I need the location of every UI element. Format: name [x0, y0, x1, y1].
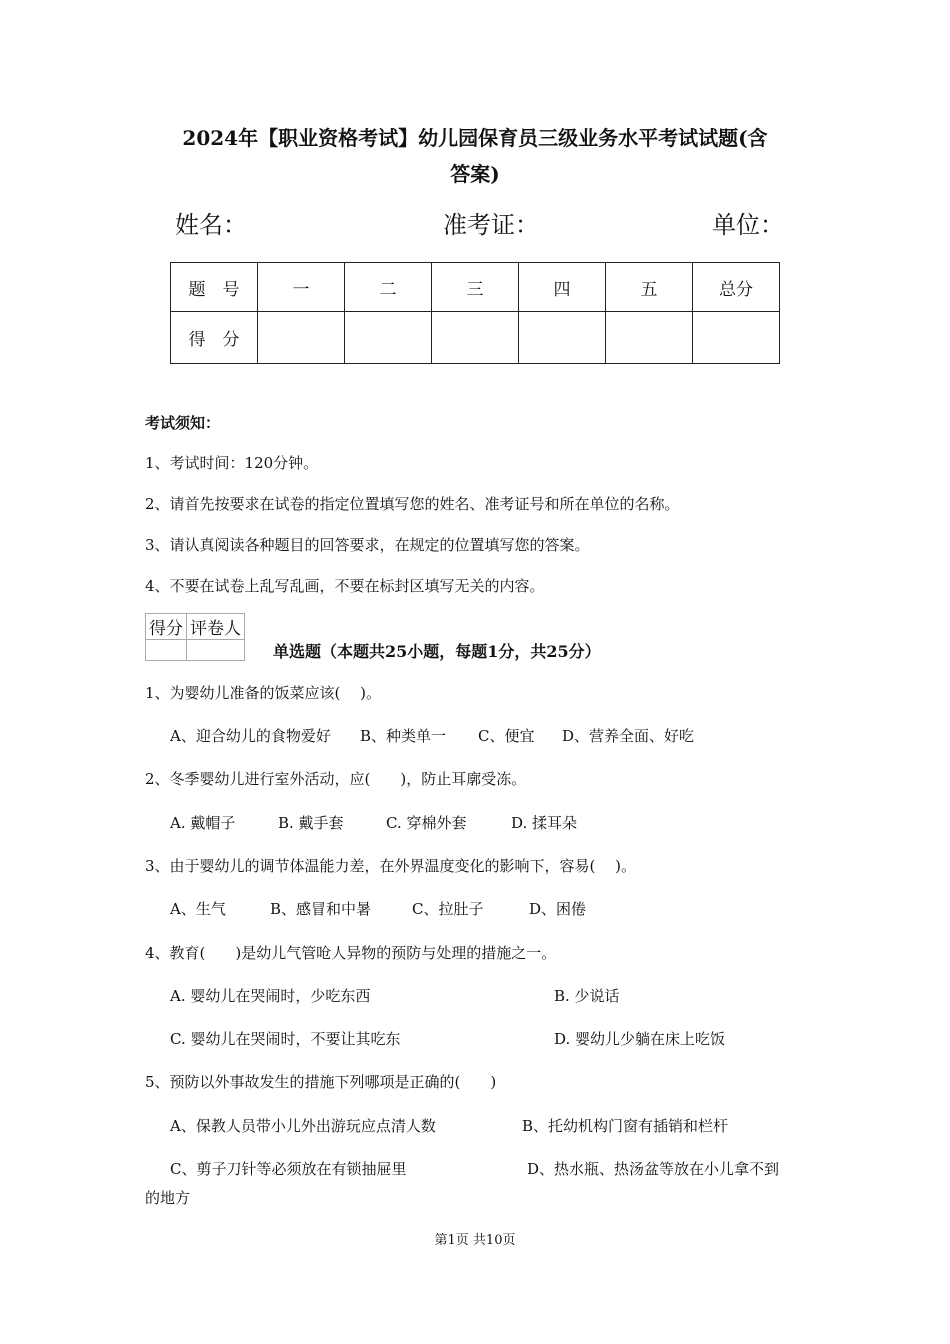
header-cell-4: 四	[519, 263, 606, 312]
score-cell-1[interactable]	[258, 312, 345, 364]
question-4-option-b[interactable]: B. 少说话	[554, 987, 620, 1005]
question-1-option-c[interactable]: C、便宜	[478, 727, 535, 745]
notice-item-4: 4、不要在试卷上乱写乱画，不要在标封区填写无关的内容。	[145, 577, 545, 595]
question-5-option-b[interactable]: B、托幼机构门窗有插销和栏杆	[522, 1117, 729, 1135]
score-cell-4[interactable]	[519, 312, 606, 364]
notice-item-3: 3、请认真阅读各种题目的回答要求，在规定的位置填写您的答案。	[145, 536, 590, 554]
question-5-option-d[interactable]: D、热水瓶、热汤盆等放在小儿拿不到	[527, 1160, 780, 1178]
score-cell-3[interactable]	[432, 312, 519, 364]
question-3-option-c[interactable]: C、拉肚子	[412, 900, 484, 918]
question-5-option-a[interactable]: A、保教人员带小儿外出游玩应点清人数	[170, 1117, 436, 1135]
question-2-option-b[interactable]: B. 戴手套	[278, 814, 344, 832]
score-cell-2[interactable]	[345, 312, 432, 364]
notice-heading: 考试须知：	[145, 414, 221, 432]
title-line-1: 2024年【职业资格考试】幼儿园保育员三级业务水平考试试题(含	[182, 126, 768, 150]
grader-name-label: 评卷人	[187, 614, 245, 640]
header-cell-total: 总分	[693, 263, 780, 312]
question-4-option-a[interactable]: A. 婴幼儿在哭闹时，少吃东西	[170, 987, 371, 1005]
notice-item-2: 2、请首先按要求在试卷的指定位置填写您的姓名、准考证号和所在单位的名称。	[145, 495, 680, 513]
header-cell-1: 一	[258, 263, 345, 312]
question-3-stem: 3、由于婴幼儿的调节体温能力差，在外界温度变化的影响下，容易( )。	[145, 857, 637, 875]
grader-table	[145, 613, 245, 661]
grader-name-cell[interactable]	[187, 640, 245, 661]
question-5-option-d-continuation: 的地方	[145, 1189, 191, 1207]
header-cell-3: 三	[432, 263, 519, 312]
question-1-option-b[interactable]: B、种类单一	[360, 727, 447, 745]
question-2-option-a[interactable]: A. 戴帽子	[170, 814, 236, 832]
notice-item-1: 1、考试时间：120分钟。	[145, 454, 319, 472]
question-3-option-b[interactable]: B、感冒和中暑	[270, 900, 372, 918]
question-5-stem: 5、预防以外事故发生的措施下列哪项是正确的( )	[145, 1073, 497, 1091]
section-title: 单选题（本题共25小题，每题1分，共25分）	[273, 642, 601, 661]
exam-id-field-label: 准考证：	[443, 211, 539, 239]
question-5-option-c[interactable]: C、剪子刀针等必须放在有锁抽屉里	[170, 1160, 407, 1178]
header-cell-5: 五	[606, 263, 693, 312]
question-1-stem: 1、为婴幼儿准备的饭菜应该( )。	[145, 684, 382, 702]
grader-score-cell[interactable]	[146, 640, 187, 661]
question-4-option-d[interactable]: D. 婴幼儿少躺在床上吃饭	[554, 1030, 726, 1048]
page-footer: 第1页 共10页	[434, 1233, 516, 1248]
score-table	[170, 262, 780, 364]
question-2-option-d[interactable]: D. 揉耳朵	[511, 814, 578, 832]
name-field-label: 姓名：	[175, 211, 247, 239]
question-1-option-d[interactable]: D、营养全面、好吃	[562, 727, 695, 745]
question-2-stem: 2、冬季婴幼儿进行室外活动，应( )，防止耳廓受冻。	[145, 770, 527, 788]
question-3-option-a[interactable]: A、生气	[170, 900, 226, 918]
score-cell-total[interactable]	[693, 312, 780, 364]
question-4-option-c[interactable]: C. 婴幼儿在哭闹时，不要让其吃东	[170, 1030, 401, 1048]
unit-field-label: 单位：	[712, 211, 784, 239]
header-cell-2: 二	[345, 263, 432, 312]
question-3-option-d[interactable]: D、困倦	[529, 900, 587, 918]
question-2-option-c[interactable]: C. 穿棉外套	[386, 814, 467, 832]
question-4-stem: 4、教育( )是幼儿气管呛人异物的预防与处理的措施之一。	[145, 944, 557, 962]
score-cell-5[interactable]	[606, 312, 693, 364]
title-line-2: 答案)	[450, 162, 500, 186]
score-row-label: 得 分	[171, 312, 258, 364]
grader-score-label: 得分	[146, 614, 187, 640]
question-1-option-a[interactable]: A、迎合幼儿的食物爱好	[170, 727, 331, 745]
header-cell-label: 题 号	[171, 263, 258, 312]
